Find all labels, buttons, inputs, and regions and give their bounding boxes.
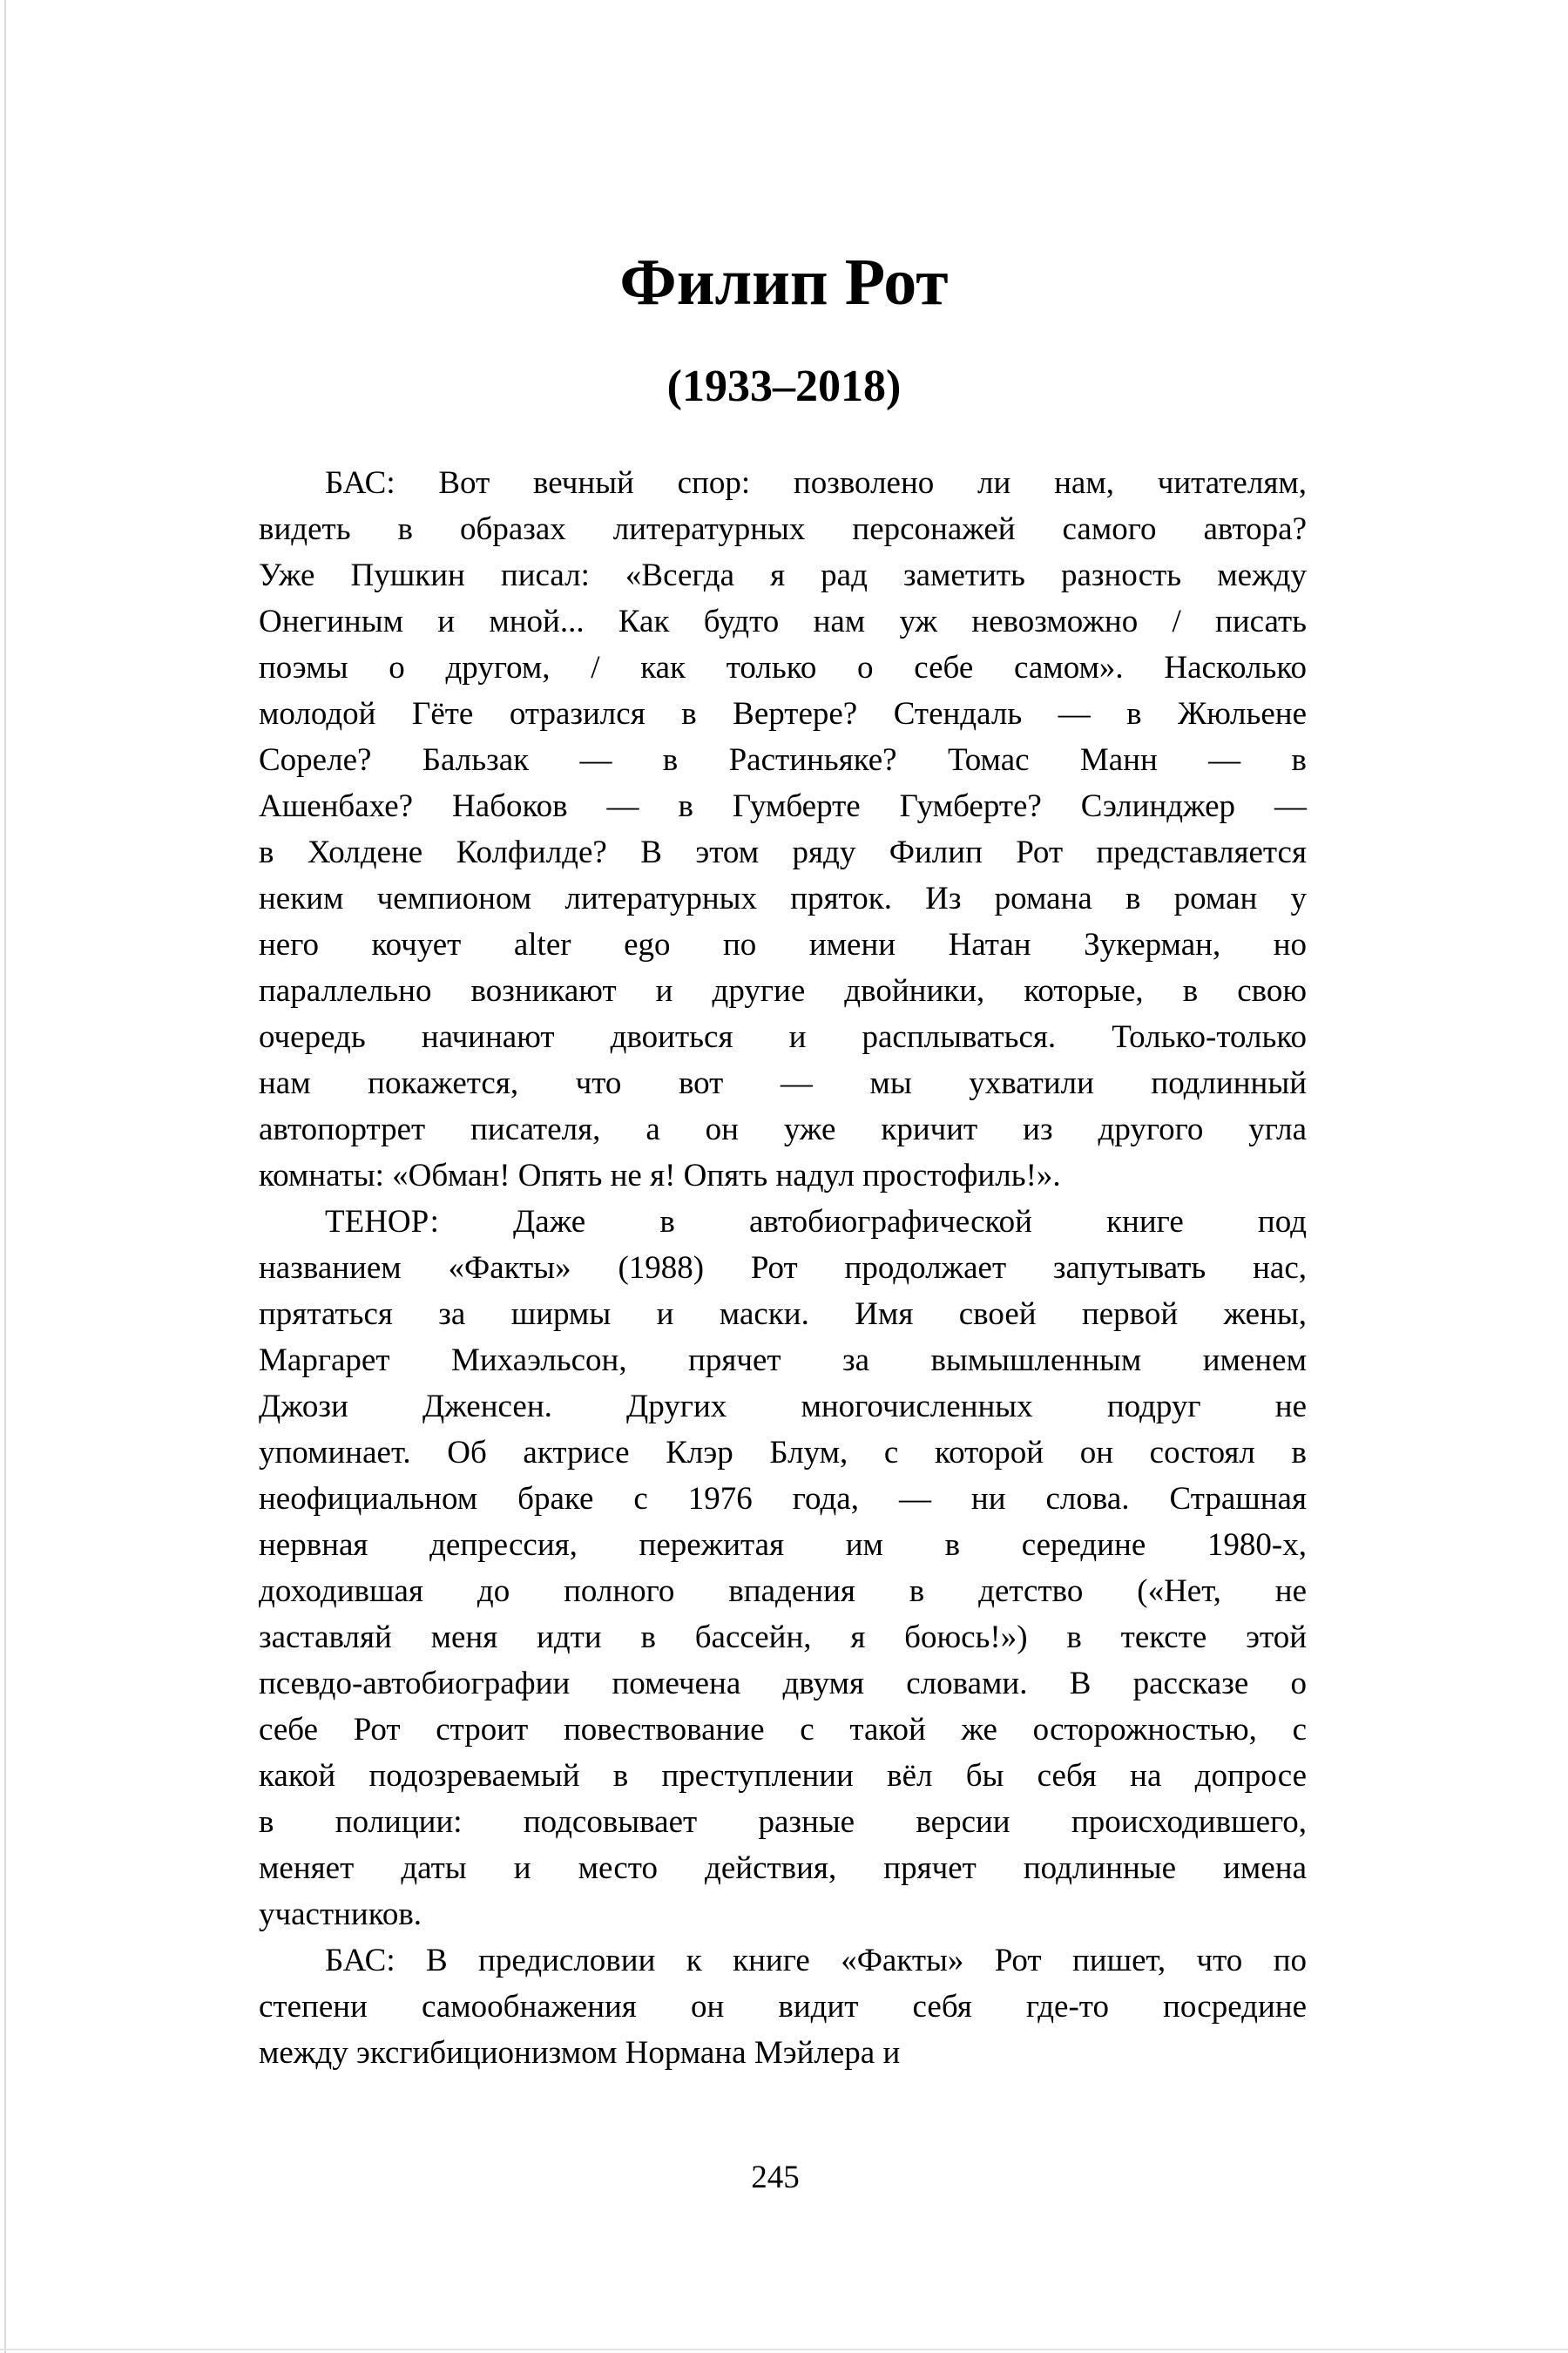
text-line: Уже Пушкин писал: «Всегда я рад заметить разность между <box>259 558 1307 593</box>
page-number: 245 <box>751 2160 800 2195</box>
text-line: Джози Дженсен. Других многочисленных подруг не <box>259 1389 1307 1424</box>
text-line: какой подозреваемый в преступлении вёл бы себя на допросе <box>259 1758 1307 1794</box>
text-line: в полиции: подсовывает разные версии происходившего, <box>259 1804 1307 1840</box>
scan-edge-left <box>4 0 6 2353</box>
text-line: нервная депрессия, пережитая им в середине 1980-х, <box>259 1527 1307 1563</box>
text-line: прятаться за ширмы и маски. Имя своей первой жены, <box>259 1296 1307 1332</box>
text-line: меняет даты и место действия, прячет подлинные имена <box>259 1850 1307 1886</box>
page-subtitle: (1933–2018) <box>666 362 902 411</box>
text-line: доходившая до полного впадения в детство («Нет, не <box>259 1573 1307 1609</box>
text-line: между эксгибиционизмом Нормана Мэйлера и <box>259 2035 901 2071</box>
text-line: него кочует alter ego по имени Натан Зукерман, но <box>259 927 1307 963</box>
text-line: параллельно возникают и другие двойники, которые, в свою <box>259 973 1307 1009</box>
text-line: в Холдене Колфилде? В этом ряду Филип Рот представляется <box>259 835 1307 870</box>
text-line: псевдо-автобиографии помечена двумя словами. В рассказе о <box>259 1666 1307 1701</box>
text-line: неким чемпионом литературных пряток. Из романа в роман у <box>259 881 1307 916</box>
text-line: степени самообнажения он видит себя где-то посредине <box>259 1989 1307 2025</box>
text-line: Сореле? Бальзак — в Растиньяке? Томас Манн — в <box>259 742 1307 778</box>
text-line: комнаты: «Обман! Опять не я! Опять надул простофиль!». <box>259 1158 1061 1193</box>
text-line: себе Рот строит повествование с такой же осторожностью, с <box>259 1712 1307 1748</box>
text-line: участников. <box>259 1897 422 1932</box>
text-line: Онегиным и мной... Как будто нам уж невозможно / писать <box>259 604 1307 639</box>
text-line: ТЕНОР: Даже в автобиографической книге под <box>325 1204 1307 1240</box>
text-line: заставляй меня идти в бассейн, я боюсь!») в тексте этой <box>259 1619 1307 1655</box>
text-line: видеть в образах литературных персонажей самого автора? <box>259 511 1307 547</box>
text-line: очередь начинают двоиться и расплываться. Только-только <box>259 1019 1307 1055</box>
text-line: неофициальном браке с 1976 года, — ни слова. Страшная <box>259 1481 1307 1517</box>
text-line: поэмы о другом, / как только о себе самом». Насколько <box>259 650 1307 686</box>
text-line: нам покажется, что вот — мы ухватили подлинный <box>259 1065 1307 1101</box>
text-line: упоминает. Об актрисе Клэр Блум, с которой он состоял в <box>259 1435 1307 1471</box>
scan-edge-bottom <box>0 2349 1568 2350</box>
body-text <box>259 460 1307 2076</box>
text-line: БАС: В предисловии к книге «Факты» Рот пишет, что по <box>325 1943 1307 1978</box>
text-line: автопортрет писателя, а он уже кричит из другого угла <box>259 1112 1307 1147</box>
text-line: названием «Факты» (1988) Рот продолжает запутывать нас, <box>259 1250 1307 1286</box>
text-line: Ашенбахе? Набоков — в Гумберте Гумберте? Сэлинджер — <box>259 788 1307 824</box>
page-title: Филип Рот <box>619 246 949 319</box>
text-line: молодой Гёте отразился в Вертере? Стендаль — в Жюльене <box>259 696 1307 732</box>
text-line: Маргарет Михаэльсон, прячет за вымышленным именем <box>259 1342 1307 1378</box>
text-line: БАС: Вот вечный спор: позволено ли нам, читателям, <box>325 465 1307 501</box>
